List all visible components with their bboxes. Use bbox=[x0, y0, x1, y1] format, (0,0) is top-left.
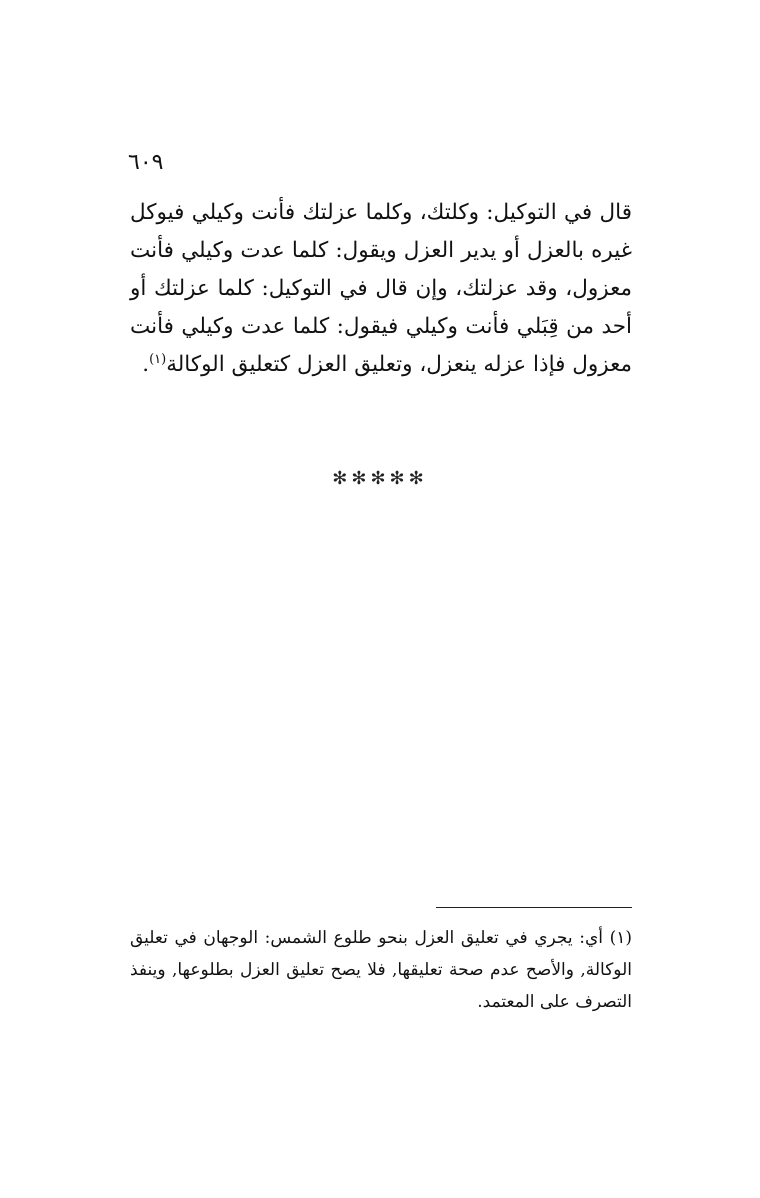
paragraph-end-punctuation: . bbox=[142, 352, 150, 377]
paragraph-text: قال في التوكيل: وكلتك، وكلما عزلتك فأنت وكيلي فيوكل غيره بالعزل أو يدير العزل ويقول: كلما عدت وكيلي فأنت معزول، وقد عزلتك، وإن قال في التوكيل: كلما عزلتك أو أحد من قِبَلي فأنت وكيلي فيقول: كلما عدت وكيلي فأنت معزول فإذا عزله ينعزل، وتعليق العزل كتعليق الوكالة bbox=[130, 200, 632, 377]
page-number: ٦٠٩ bbox=[128, 150, 164, 175]
main-paragraph bbox=[130, 194, 632, 384]
footnote-reference: (١) bbox=[149, 351, 167, 367]
section-separator: ✻✻✻✻✻ bbox=[332, 468, 428, 489]
footnote: (١) أي: يجري في تعليق العزل بنحو طلوع الشمس: الوجهان في تعليق الوكالة, والأصح عدم صحة تعليقها, فلا يصح تعليق العزل بطلوعها, وينفذ التصرف على المعتمد. bbox=[130, 928, 632, 1012]
footnote-divider bbox=[436, 907, 632, 908]
